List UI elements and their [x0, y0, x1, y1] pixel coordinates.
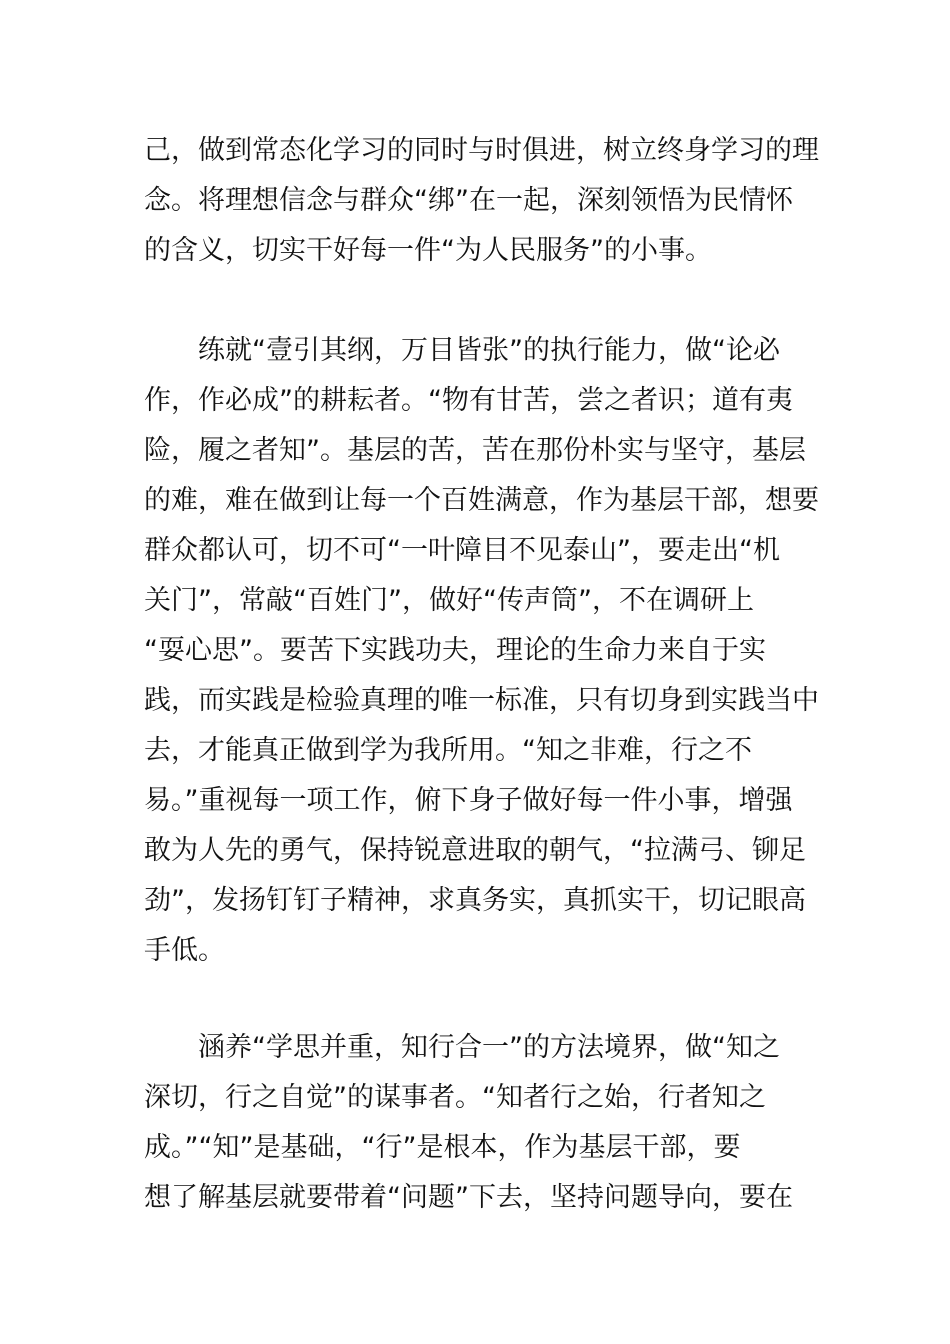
text-line: 的难，难在做到让每一个百姓满意，作为基层干部，想要	[144, 485, 819, 516]
text-line: 成。”“知”是基础，“行”是根本，作为基层干部，要	[144, 1132, 741, 1163]
text-line-indented: 涵养“学思并重，知行合一”的方法境界，做“知之	[198, 1032, 780, 1063]
text-line: 念。将理想信念与群众“绑”在一起，深刻领悟为民情怀	[144, 185, 793, 216]
text-line: 敢为人先的勇气，保持锐意进取的朝气，“拉满弓、铆足	[144, 835, 806, 866]
text-line: 的含义，切实干好每一件“为人民服务”的小事。	[144, 235, 712, 266]
paragraph-3	[144, 1023, 814, 1223]
text-line: 险，履之者知”。基层的苦，苦在那份朴实与坚守，基层	[144, 435, 806, 466]
text-line: 己，做到常态化学习的同时与时俱进，树立终身学习的理	[144, 135, 819, 166]
text-line: 手低。	[144, 935, 225, 966]
text-line: 想了解基层就要带着“问题”下去，坚持问题导向，要在	[144, 1182, 793, 1213]
text-line: 去，才能真正做到学为我所用。“知之非难，行之不	[144, 735, 752, 766]
text-line: 劲”，发扬钉钉子精神，求真务实，真抓实干，切记眼高	[144, 885, 806, 916]
text-line: 易。”重视每一项工作，俯下身子做好每一件小事，增强	[144, 785, 793, 816]
text-line-indented: 练就“壹引其纲，万目皆张”的执行能力，做“论必	[198, 335, 780, 366]
paragraph-2	[144, 326, 819, 976]
text-line: 关门”，常敲“百姓门”，做好“传声筒”，不在调研上	[144, 585, 754, 616]
paragraph-1	[144, 126, 819, 276]
text-line: “耍心思”。要苦下实践功夫，理论的生命力来自于实	[144, 635, 766, 666]
text-line: 践，而实践是检验真理的唯一标准，只有切身到实践当中	[144, 685, 819, 716]
text-line: 深切，行之自觉”的谋事者。“知者行之始，行者知之	[144, 1082, 766, 1113]
text-line: 群众都认可，切不可“一叶障目不见泰山”，要走出“机	[144, 535, 780, 566]
text-line: 作，作必成”的耕耘者。“物有甘苦，尝之者识；道有夷	[144, 385, 793, 416]
